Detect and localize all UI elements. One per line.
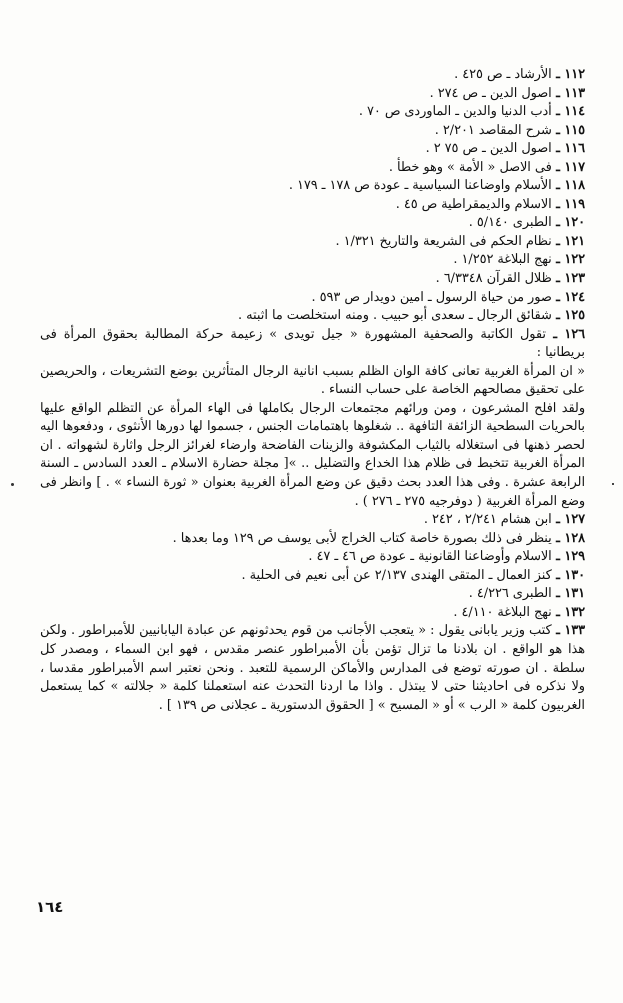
endnote-number: ١٢١ ـ bbox=[552, 234, 585, 249]
scan-mark bbox=[11, 483, 14, 486]
endnote bbox=[40, 159, 585, 178]
endnote bbox=[40, 214, 585, 233]
endnote-number: ١٣١ ـ bbox=[552, 586, 585, 601]
endnote-number: ١٣٢ ـ bbox=[552, 605, 585, 620]
endnote-text: ظلال القرآن ٦/٣٣٤٨ . bbox=[435, 271, 552, 287]
endnote-number: ١١٩ ـ bbox=[552, 197, 585, 212]
endnote bbox=[40, 103, 585, 122]
endnote bbox=[40, 511, 585, 530]
endnote-number: ١٢٩ ـ bbox=[552, 549, 585, 564]
endnote-text: نهج البلاغة ١/٢٥٢ . bbox=[453, 252, 552, 268]
endnote-text: اصول الدين ـ ص ٧٥ ٢ . bbox=[425, 141, 552, 157]
endnote-text: نهج البلاغة ٤/١١٠ . bbox=[453, 604, 552, 620]
endnote-number: ١٢٧ ـ bbox=[552, 512, 585, 527]
endnote-text: الاسلام والديمقراطية ص ٤٥ . bbox=[395, 196, 552, 212]
endnote-number: ١٢٥ ـ bbox=[552, 308, 585, 323]
endnotes-group-2 bbox=[40, 511, 585, 622]
endnotes bbox=[40, 66, 585, 715]
endnote-text: اصول الدين ـ ص ٢٧٤ . bbox=[429, 85, 552, 101]
endnote-text: الأرشاد ـ ص ٤٢٥ . bbox=[454, 67, 552, 82]
endnote-number: ١١٢ ـ bbox=[552, 67, 585, 82]
endnote-text: الطبرى ٥/١٤٠ . bbox=[468, 215, 552, 231]
scan-mark bbox=[612, 483, 614, 485]
endnote-text: الطبرى ٤/٢٢٦ . bbox=[468, 586, 552, 602]
endnote-text: شرح المقاصد ٢/٢٠١ . bbox=[434, 122, 552, 138]
endnote-text: الأسلام واوضاعنا السياسية ـ عودة ص ١٧٨ ـ ١٧٩ . bbox=[288, 178, 552, 194]
endnote-text: كتب وزير يابانى يقول : « يتعجب الأجانب من قوم يحدثونهم عن عبادة اليابانيين للأمبراطور . ولكن هذا هو الواقع . ان بلادنا ما تزال تؤمن بأن الأمبراطور عنصر مقدس ، فهو ابن السماء ، ومصدر كل سلطة . ان صورته توضع فى المدارس والأماكن الرسمية للتعبد . ونحن نعتبر اسم الأمبراطور مقدسا ، ولا نذكره فى احاديثنا حتى لا يبتذل . واذا ما اردنا التحدث عنه استعملنا كلمة « جلالته » كما يستعمل الغربيون كلمة « الرب » أو « المسيح » [ الحقوق الدستورية ـ عجلانى ص ١٣٩ ] . bbox=[40, 623, 585, 713]
endnote-text: نظام الحكم فى الشريعة والتاريخ ١/٣٢١ . bbox=[335, 233, 552, 249]
endnote bbox=[40, 251, 585, 270]
endnote-number: ١٢٨ ـ bbox=[552, 531, 585, 546]
endnote bbox=[40, 548, 585, 567]
quote-paragraph: ولقد افلح المشرعون ، ومن ورائهم مجتمعات الرجال بكاملها فى الهاء المرأة عن التظلم الواقع عليها بالحريات السطحية الزائفة التافهة .. شغلوها باهتمامات الجنس ، جسموا لها دورها الأنثوى ، ودفعوها اليه لحصر ذهنها فى استغلاله بالثياب المكشوفة والزينات الفاضحة وارضاء لغرائز الرجل واثارة لشهواته . ان المرأة الغربية تتخبط فى ظلام هذا الخداع والتضليل .. »[ مجلة حضارة الاسلام ـ العدد السادس ـ السنة الرابعة عشرة . وفى هذا العدد بحث دقيق عن وضع المرأة الغربية بعنوان « ثورة النساء » . ] وانظر فى وضع المرأة الغربية ( دوفرجيه ٢٧٥ ـ ٢٧٦ ) . bbox=[40, 400, 585, 509]
endnote bbox=[40, 289, 585, 308]
endnote-text: ينظر فى ذلك بصورة خاصة كتاب الخراج لأبى يوسف ص ١٢٩ وما بعدها . bbox=[172, 530, 552, 546]
endnote bbox=[40, 122, 585, 141]
endnote-number: ١١٧ ـ bbox=[552, 160, 585, 175]
endnote-number: ١١٤ ـ bbox=[552, 104, 585, 119]
endnote-number: ١٢٦ ـ bbox=[546, 327, 585, 342]
endnote-number: ١٢٣ ـ bbox=[552, 271, 585, 286]
endnote bbox=[40, 196, 585, 215]
endnote-text: الاسلام وأوضاعنا القانونية ـ عودة ص ٤٦ ـ ٤٧ . bbox=[308, 549, 552, 565]
endnote-number: ١١٦ ـ bbox=[552, 141, 585, 156]
endnote-text: كنز العمال ـ المتقى الهندى ٢/١٣٧ عن أبى نعيم فى الحلية . bbox=[241, 567, 552, 583]
endnote-number: ١١٥ ـ bbox=[552, 123, 585, 138]
endnote bbox=[40, 270, 585, 289]
endnote-number: ١٢٤ ـ bbox=[552, 290, 585, 305]
endnote bbox=[40, 140, 585, 159]
endnote-number: ١٢٢ ـ bbox=[552, 252, 585, 267]
endnote-text: صور من حياة الرسول ـ امين دويدار ص ٥٩٣ . bbox=[311, 289, 552, 305]
endnote-number: ١١٣ ـ bbox=[552, 86, 585, 101]
endnote-text: شقائق الرجال ـ سعدى أبو حبيب . ومنه استخلصت ما اثبته . bbox=[238, 308, 552, 324]
endnote bbox=[40, 567, 585, 586]
endnote bbox=[40, 604, 585, 623]
endnote bbox=[40, 622, 585, 715]
endnote bbox=[40, 66, 585, 85]
endnote-text: تقول الكاتبة والصحفية المشهورة « جيل تويدى » زعيمة حركة المطالبة بحقوق المرأة فى بريطانيا : bbox=[40, 326, 585, 361]
endnote bbox=[40, 177, 585, 196]
page-number: ١٦٤ bbox=[36, 898, 64, 916]
endnote-number: ١٣٣ ـ bbox=[552, 623, 585, 638]
endnote bbox=[40, 85, 585, 104]
quote-paragraph: « ان المرأة الغربية تعانى كافة الوان الظلم بسبب انانية الرجال المتأثرين بوضع التشريعات ، والحريصين على تحقيق مصالحهم الخاصة على حساب النساء . bbox=[40, 363, 585, 398]
endnote bbox=[40, 585, 585, 604]
endnote-number: ١٢٠ ـ bbox=[552, 215, 585, 230]
endnote-number: ١٣٠ ـ bbox=[552, 568, 585, 583]
endnote-text: فى الاصل « الأمة » وهو خطأ . bbox=[388, 159, 552, 175]
endnote bbox=[40, 530, 585, 549]
endnotes-group-1 bbox=[40, 66, 585, 363]
endnote-text: أدب الدنيا والدين ـ الماوردى ص ٧٠ . bbox=[358, 104, 552, 120]
endnote bbox=[40, 307, 585, 326]
endnote-text: ابن هشام ٢/٢٤١ ، ٢٤٢ . bbox=[423, 512, 552, 528]
endnote bbox=[40, 326, 585, 363]
endnote bbox=[40, 233, 585, 252]
endnote-number: ١١٨ ـ bbox=[552, 178, 585, 193]
